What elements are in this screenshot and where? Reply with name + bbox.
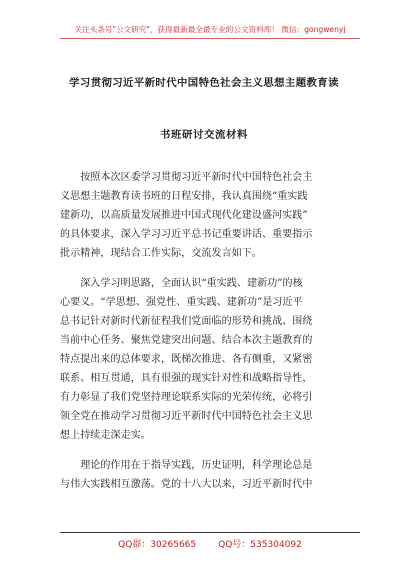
body-line: 按照本次区委学习贯彻习近平新时代中国特色社会主 [60, 172, 313, 183]
header-divider [60, 38, 360, 39]
document-title-line-2: 书班研讨交流材料 [160, 129, 248, 141]
body-line: 心要义。“学思想、强党性、重实践、建新功”是习近平 [60, 297, 303, 308]
body-line: 领全党在推动学习贯彻习近平新时代中国特色社会主义思 [60, 411, 313, 422]
footer-divider [60, 532, 360, 533]
body-line: 与伟大实践相互激荡。党的十八大以来，习近平新时代中 [60, 479, 313, 490]
body-line: 理论的作用在于指导实践，历史证明，科学理论总是 [60, 460, 313, 471]
page-footer [60, 537, 360, 550]
body-line: 批示精神，现结合工作实际，交流发言如下。 [60, 248, 262, 259]
body-line: 深入学习明思路，全面认识“重实践、建新功”的核 [60, 278, 303, 289]
body-line: 特点提出来的总体要求，既梯次推进、各有侧重，又紧密 [60, 354, 313, 365]
page-header: 关注头条号"公文研究"，获得最新最全最专业的公文资料库！ 微信：gongwenyj [74, 25, 346, 34]
body-line: 有力彰显了我们党坚持理论联系实际的光荣传统，必将引 [60, 392, 313, 403]
document-title-line-1: 学习贯彻习近平新时代中国特色社会主义思想主题教育读 [69, 77, 339, 89]
body-line: 联系、相互贯通，具有很强的现实针对性和战略指导性， [60, 373, 313, 384]
body-line: 当前中心任务、聚焦党建突出问题、结合本次主题教育的 [60, 335, 313, 346]
body-line: 想上持续走深走实。 [60, 430, 151, 441]
body-line: 总书记针对新时代新征程我们党面临的形势和挑战、围绕 [60, 316, 313, 327]
footer-qq-number: QQ号：535304092 [218, 540, 302, 550]
body-line: 的具体要求，深入学习习近平总书记重要讲话、重要指示 [60, 229, 313, 240]
body-line: 义思想主题教育读书班的日程安排，我认真围绕“重实践 [60, 191, 308, 202]
footer-qq-group: QQ群：30265665 [118, 540, 197, 550]
body-line: 建新功，以高质量发展推进中国式现代化建设盛河实践” [60, 210, 308, 221]
